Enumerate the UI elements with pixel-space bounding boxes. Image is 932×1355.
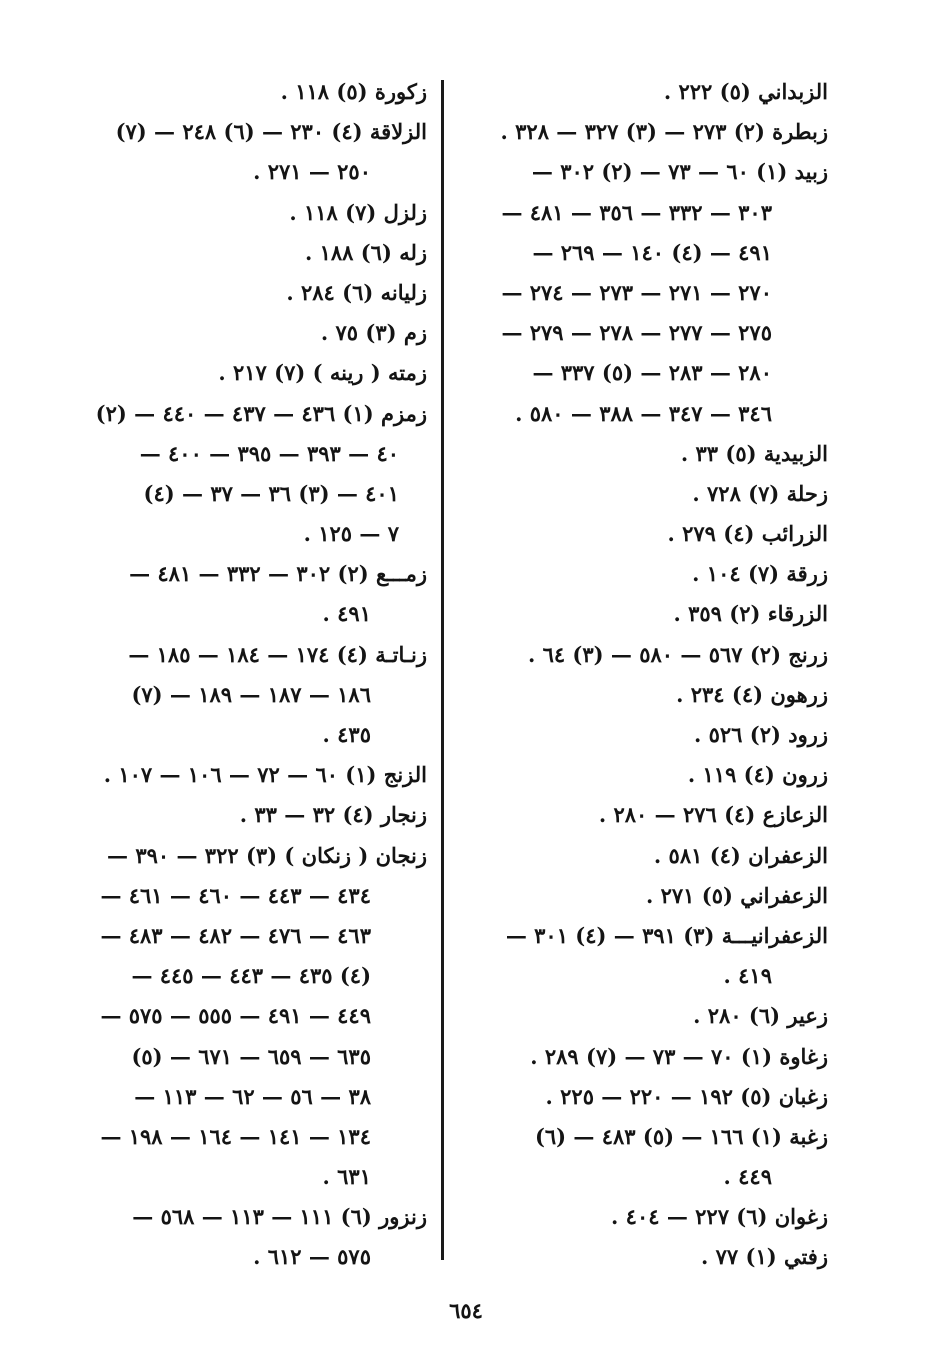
index-entry-continuation: ٤٣٥ .	[322, 722, 371, 747]
index-entry: زنـاتـة (٤) ١٧٤ — ١٨٤ — ١٨٥ —	[128, 641, 427, 667]
index-list-left	[72, 72, 427, 1278]
index-entry: الزعازع (٤) ٢٧٦ — ٢٨٠ .	[598, 802, 828, 828]
index-list-right	[468, 72, 828, 1278]
index-column-right	[468, 72, 828, 1278]
index-entry-continuation: ٣٨ — ٥٦ — ٦٢ — ١١٣ —	[134, 1083, 371, 1109]
index-entry: زمـــع (٢) ٣٠٢ — ٣٣٢ — ٤٨١ —	[129, 561, 427, 587]
index-entry-continuation: ٣٤٦ — ٣٤٧ — ٣٨٨ — ٥٨٠ .	[515, 400, 772, 426]
index-entry: زغبة (١) ١٦٦ — (٥) ٤٨٣ — (٦)	[534, 1123, 828, 1149]
index-entry-continuation: (٤) ٤٣٥ — ٤٤٣ — ٤٤٥ —	[131, 963, 371, 989]
index-entry: زمزم (١) ٤٣٦ — ٤٣٧ — ٤٤٠ — (٢)	[95, 400, 427, 426]
index-entry: زغبان (٥) ١٩٢ — ٢٢٠ — ٢٢٥ .	[545, 1083, 828, 1109]
index-entry: الزبيدية (٥) ٣٣ .	[680, 440, 828, 466]
index-entry: زبيد (١) ٦٠ — ٧٣ — (٢) ٣٠٢ —	[531, 159, 828, 185]
index-entry: زرنج (٢) ٥٦٧ — ٥٨٠ — (٣) ٦٤ .	[527, 641, 828, 667]
index-entry: زمته ( رينه ) (٧) ٢١٧ .	[218, 360, 427, 386]
index-entry-continuation: ٦٣٥ — ٦٥٩ — ٦٧١ — (٥)	[131, 1043, 371, 1069]
index-entry-continuation: ٢٨٠ — ٢٨٣ — (٥) ٣٣٧ —	[532, 360, 772, 386]
index-column-left	[72, 72, 427, 1278]
index-entry: زحلة (٧) ٧٢٨ .	[692, 480, 828, 506]
index-entry: الزرقاء (٢) ٣٥٩ .	[673, 601, 828, 627]
index-entry: زفتي (١) ٧٧ .	[701, 1244, 828, 1270]
index-entry: زله (٦) ١٨٨ .	[304, 239, 427, 265]
index-entry-continuation: ٤٤٩ — ٤٩١ — ٥٥٥ — ٥٧٥ —	[100, 1003, 371, 1029]
index-entry: الزنج (١) ٦٠ — ٧٢ — ١٠٦ — ١٠٧ .	[103, 762, 427, 788]
index-entry-continuation: ٧ — ١٢٥ .	[303, 521, 399, 547]
index-entry-continuation: ٤٠ — ٣٩٣ — ٣٩٥ — ٤٠٠ —	[139, 440, 399, 466]
index-entry: زنجار (٤) ٣٢ — ٣٣ .	[239, 802, 427, 828]
index-entry-continuation: ٢٧٠ — ٢٧١ — ٢٧٣ — ٢٧٤ —	[501, 279, 772, 305]
index-entry-continuation: ٢٥٠ — ٢٧١ .	[253, 159, 371, 185]
index-entry: زلزل (٧) ١١٨ .	[289, 199, 427, 225]
index-entry: زغاوة (١) ٧٠ — ٧٣ — (٧) ٢٨٩ .	[530, 1043, 828, 1069]
index-entry: زعير (٦) ٢٨٠ .	[693, 1003, 828, 1029]
index-entry-continuation: ٤٤٩ .	[723, 1164, 772, 1190]
index-entry-continuation: ٤٩١ — (٤) ١٤٠ — ٢٦٩ —	[532, 239, 772, 265]
index-entry: الزلاقة (٤) ٢٣٠ — (٦) ٢٤٨ — (٧)	[115, 119, 427, 145]
index-entry: زليانه (٦) ٢٨٤ .	[286, 279, 427, 305]
index-entry-continuation: ٤٠١ — (٣) ٣٦ — ٣٧ — (٤)	[143, 480, 399, 506]
index-entry: الزرائب (٤) ٢٧٩ .	[667, 521, 828, 547]
index-entry-continuation: ٦٣١ .	[322, 1164, 371, 1190]
index-entry: زنجان ( زنكان ) (٣) ٣٢٢ — ٣٩٠ —	[107, 842, 427, 868]
index-entry-continuation: ٤٩١ .	[322, 601, 371, 627]
index-entry: زم (٣) ٧٥ .	[320, 320, 427, 346]
index-entry: زرقة (٧) ١٠٤ .	[692, 561, 828, 587]
index-entry-continuation: ٤١٩ .	[723, 963, 772, 989]
index-entry-continuation: ٢٧٥ — ٢٧٧ — ٢٧٨ — ٢٧٩ —	[501, 320, 772, 346]
index-entry: زبطرة (٢) ٢٧٣ — (٣) ٣٢٧ — ٣٢٨ .	[500, 119, 828, 145]
index-entry-continuation: ١٨٦ — ١٨٧ — ١٨٩ — (٧)	[131, 681, 371, 707]
index-entry: زكورة (٥) ١١٨ .	[280, 79, 427, 104]
column-divider	[441, 80, 444, 1260]
index-entry: الزعفرانيـــة (٣) ٣٩١ — (٤) ٣٠١ —	[505, 922, 828, 948]
index-entry: الزبداني (٥) ٢٢٢ .	[663, 79, 828, 104]
index-entry: الزعفران (٤) ٥٨١ .	[653, 842, 828, 868]
index-entry: زرهون (٤) ٢٣٤ .	[676, 681, 828, 707]
index-entry: زغوان (٦) ٢٢٧ — ٤٠٤ .	[611, 1204, 828, 1230]
index-entry-continuation: ٤٦٣ — ٤٧٦ — ٤٨٢ — ٤٨٣ —	[100, 922, 371, 948]
page-number: ٦٥٤	[449, 1298, 483, 1323]
index-entry: زنزور (٦) ١١١ — ١١٣ — ٥٦٨ —	[132, 1204, 427, 1230]
index-entry: زرون (٤) ١١٩ .	[687, 762, 828, 788]
index-entry-continuation: ٣٠٣ — ٣٣٢ — ٣٥٦ — ٤٨١ —	[501, 199, 772, 225]
index-entry-continuation: ٥٧٥ — ٦١٢ .	[253, 1244, 371, 1270]
index-entry-continuation: ٤٣٤ — ٤٤٣ — ٤٦٠ — ٤٦١ —	[100, 882, 371, 908]
index-entry: زرود (٢) ٥٢٦ .	[693, 722, 828, 747]
index-entry: الزعفراني (٥) ٢٧١ .	[646, 882, 828, 908]
index-entry-continuation: ١٣٤ — ١٤١ — ١٦٤ — ١٩٨ —	[100, 1123, 371, 1149]
